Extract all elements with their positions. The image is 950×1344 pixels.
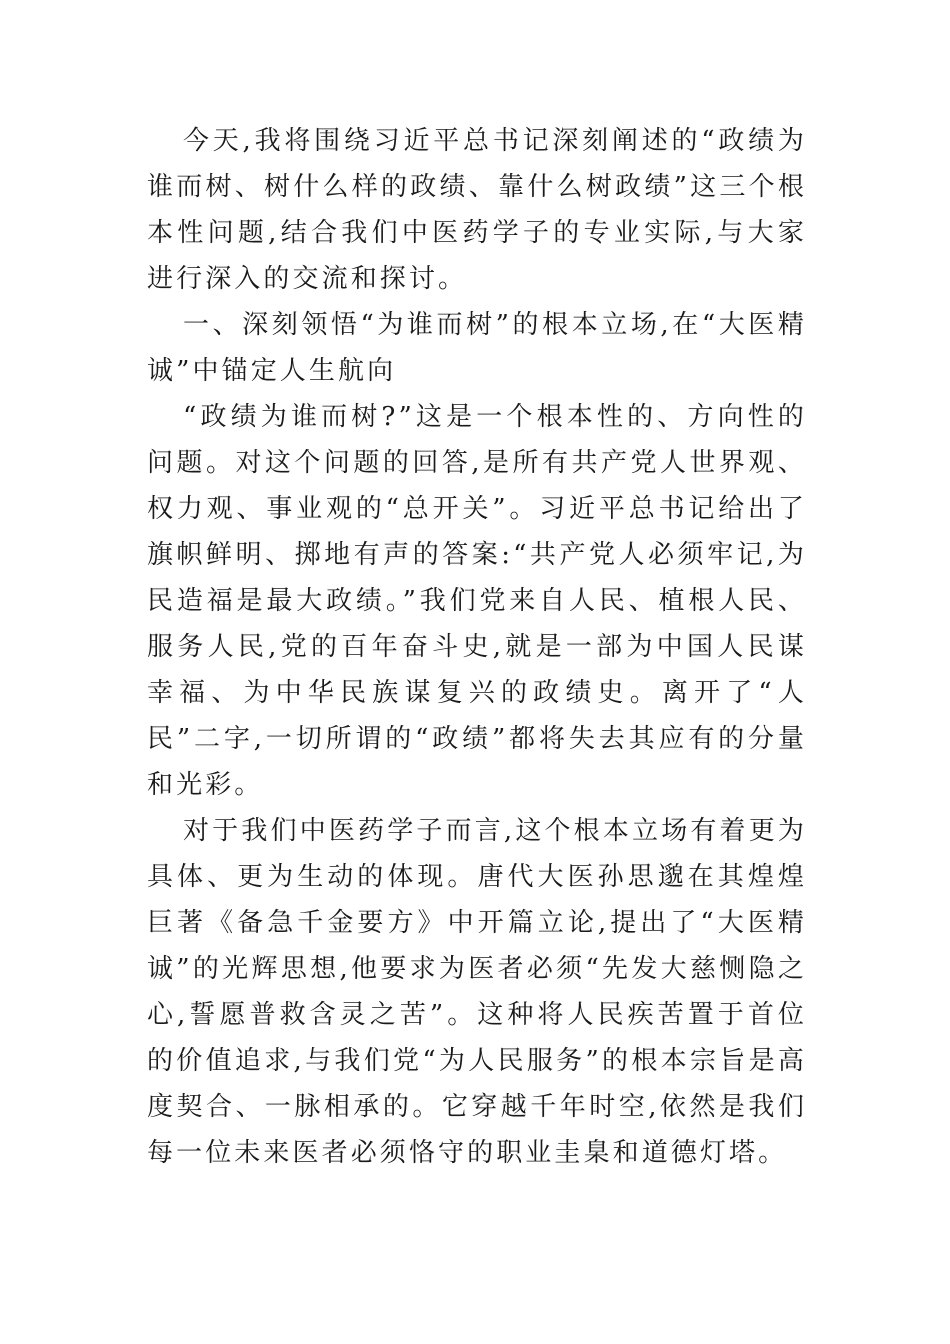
paragraph-for-whom: “政绩为谁而树?”这是一个根本性的、方向性的问题。对这个问题的回答,是所有共产党人世界观、权力观、事业观的“总开关”。习近平总书记给出了旗帜鲜明、掷地有声的答案:“共产党人必须牢记,为民造福是最大政绩。”我们党来自人民、植根人民、服务人民,党的百年奋斗史,就是一部为中国人民谋幸福、为中华民族谋复兴的政绩史。离开了“人民”二字,一切所谓的“政绩”都将失去其应有的分量和光彩。	[147, 402, 807, 800]
paragraph-tcm-students: 对于我们中医药学子而言,这个根本立场有着更为具体、更为生动的体现。唐代大医孙思邈在其煌煌巨著《备急千金要方》中开篇立论,提出了“大医精诚”的光辉思想,他要求为医者必须“先发大慈恻隐之心,誓愿普救含灵之苦”。这种将人民疾苦置于首位的价值追求,与我们党“为人民服务”的根本宗旨是高度契合、一脉相承的。它穿越千年时空,依然是我们每一位未来医者必须恪守的职业圭臬和道德灯塔。	[147, 816, 807, 1168]
section-heading: 一、深刻领悟“为谁而树”的根本立场,在“大医精诚”中锚定人生航向	[147, 310, 807, 386]
document-body	[147, 118, 807, 1176]
paragraph-intro: 今天,我将围绕习近平总书记深刻阐述的“政绩为谁而树、树什么样的政绩、靠什么树政绩”这三个根本性问题,结合我们中医药学子的专业实际,与大家进行深入的交流和探讨。	[147, 126, 807, 294]
